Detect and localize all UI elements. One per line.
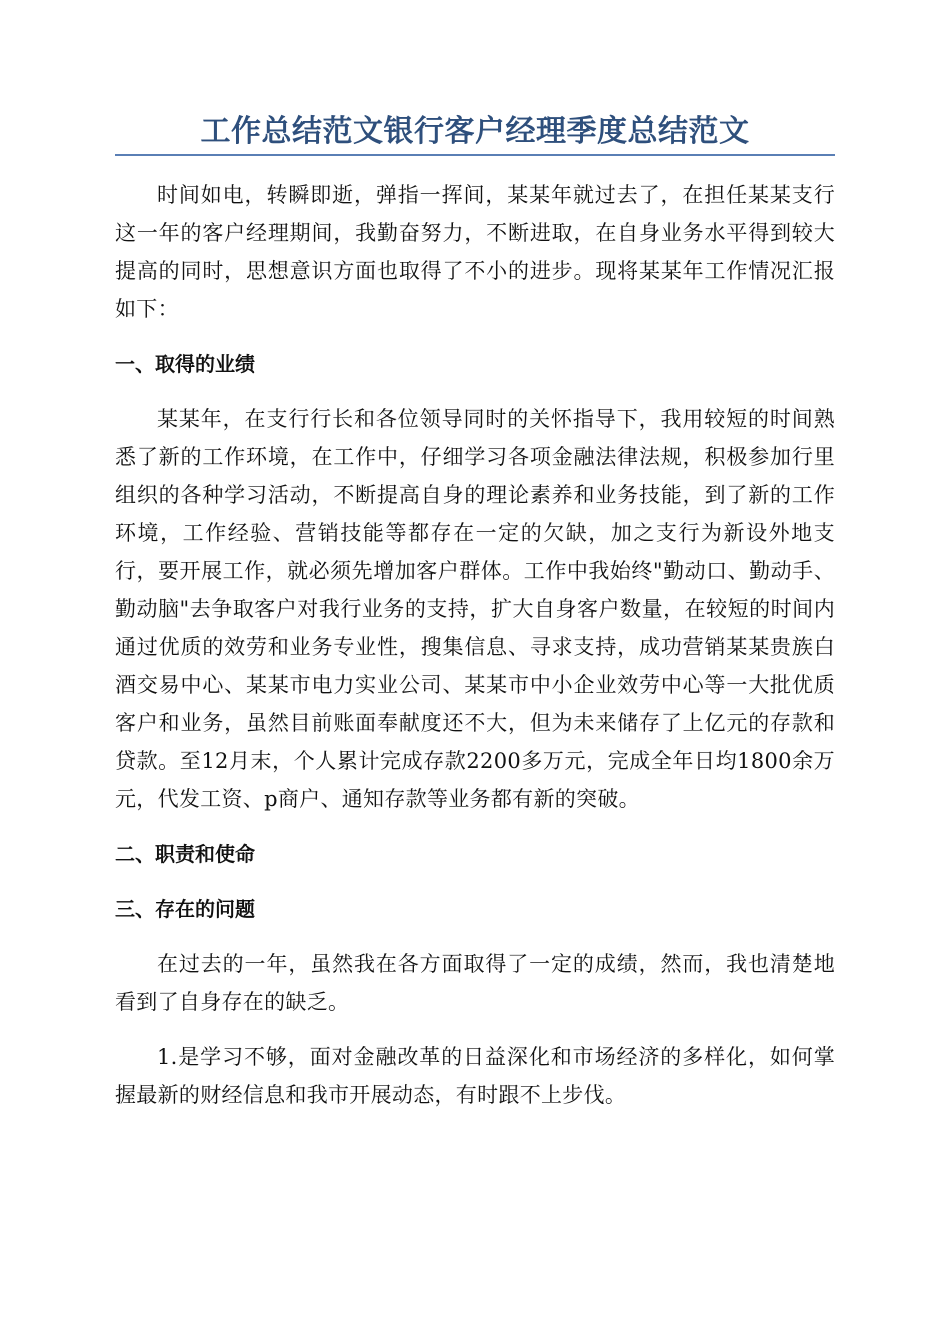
section-heading-problems: 三、存在的问题 — [115, 897, 255, 921]
problems-paragraph: 在过去的一年，虽然我在各方面取得了一定的成绩，然而，我也清楚地看到了自身存在的缺乏。 — [115, 952, 835, 1014]
document-content — [115, 112, 835, 1131]
intro-paragraph: 时间如电，转瞬即逝，弹指一挥间，某某年就过去了，在担任某某支行这一年的客户经理期间，我勤奋努力，不断进取，在自身业务水平得到较大提高的同时，思想意识方面也取得了不小的进步。现将某某年工作情况汇报如下： — [115, 183, 835, 321]
document-title: 工作总结范文银行客户经理季度总结范文 — [200, 114, 750, 149]
title-underline — [115, 154, 835, 156]
section-heading-duties: 二、职责和使命 — [115, 842, 255, 866]
section-heading-achievements: 一、取得的业绩 — [115, 352, 255, 376]
problem-item-1: 1.是学习不够，面对金融改革的日益深化和市场经济的多样化，如何掌握最新的财经信息和我市开展动态，有时跟不上步伐。 — [115, 1045, 835, 1107]
achievements-paragraph: 某某年，在支行行长和各位领导同时的关怀指导下，我用较短的时间熟悉了新的工作环境，在工作中，仔细学习各项金融法律法规，积极参加行里组织的各种学习活动，不断提高自身的理论素养和业务技能，到了新的工作环境，工作经验、营销技能等都存在一定的欠缺，加之支行为新设外地支行，要开展工作，就必须先增加客户群体。工作中我始终"勤动口、勤动手、勤动脑"去争取客户对我行业务的支持，扩大自身客户数量，在较短的时间内通过优质的效劳和业务专业性，搜集信息、寻求支持，成功营销某某贵族白酒交易中心、某某市电力实业公司、某某市中小企业效劳中心等一大批优质客户和业务，虽然目前账面奉献度还不大，但为未来储存了上亿元的存款和贷款。至12月末，个人累计完成存款2200多万元，完成全年日均1800余万元，代发工资、p商户、通知存款等业务都有新的突破。 — [115, 407, 835, 811]
